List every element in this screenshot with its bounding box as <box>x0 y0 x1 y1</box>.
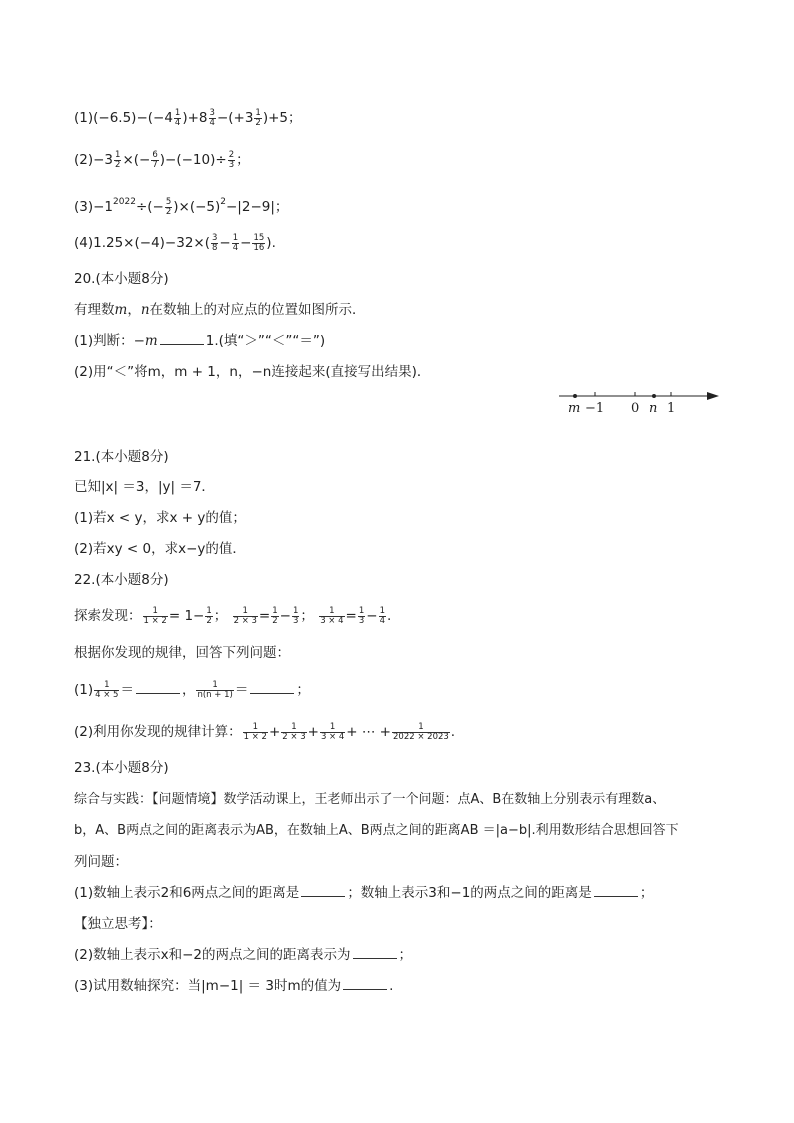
p21-q1: (1)若x < y，求x + y的值； <box>74 510 246 526</box>
fraction: $\frac{1}{3}$ <box>358 605 365 626</box>
p22-explore: 探索发现： $\frac{1}{1 \times 2}$ = 1− $\frac{1}{2}$ ； $\frac{1}{2 \times 3}$ = $\frac{1}{2}$ − $\frac{1}{3}$ ； $\frac{1}{3 \times 4}$ = $\frac{1}{3}$ − $\frac{1}{4}$ . <box>74 605 392 626</box>
fraction: $\frac{2}{3}$ <box>228 149 235 170</box>
p23-think: 【独立思考】： <box>74 916 162 932</box>
point-m <box>573 394 577 398</box>
fraction: $\frac{5}{2}$ <box>165 196 172 217</box>
p23-q3: (3)试用数轴探究：当|m−1| ＝ 3时m的值为 . <box>74 978 394 994</box>
p22-q1: (1) $\frac{1}{4 \times 5}$ ＝ ， $\frac{1}{n(n + 1)}$ ＝ ； <box>74 679 310 700</box>
answer-blank <box>343 977 387 990</box>
fraction: $\frac{6}{7}$ <box>152 149 158 170</box>
label-1: 1 <box>667 401 676 416</box>
p23-q2: (2)数轴上表示x和−2的两点之间的距离表示为 ； <box>74 947 413 963</box>
label-0: 0 <box>631 401 640 416</box>
p23-header: 23.(本小题8分) <box>74 760 169 776</box>
answer-blank <box>353 946 397 959</box>
p21-given: 已知|x| ＝3，|y| ＝7． <box>74 479 215 495</box>
label-m: m <box>568 401 581 416</box>
fraction: $\frac{15}{16}$ <box>253 232 265 253</box>
label-n: n <box>649 401 658 416</box>
label-neg1: −1 <box>585 401 605 416</box>
fraction: $\frac{1}{3 \times 4}$ <box>320 605 344 626</box>
answer-blank <box>160 332 204 345</box>
fraction: $\frac{1}{4}$ <box>379 605 385 626</box>
p21-q2: (2)若xy < 0，求x−y的值． <box>74 541 246 557</box>
p23-q1: (1)数轴上表示2和6两点之间的距离是 ；数轴上表示3和−1的两点之间的距离是 ； <box>74 885 654 901</box>
p20-intro: 有理数m，n在数轴上的对应点的位置如图所示． <box>74 302 366 318</box>
answer-blank <box>594 884 638 897</box>
point-n <box>652 394 656 398</box>
fraction: $\frac{3}{8}$ <box>212 232 218 253</box>
number-line <box>555 384 730 416</box>
answer-blank <box>136 681 180 694</box>
fraction: $\frac{1}{2}$ <box>272 605 278 626</box>
p22-instruction: 根据你发现的规律，回答下列问题： <box>74 645 290 661</box>
p20-q1: (1)判断：−m 1.(填“＞”“＜”“＝”) <box>74 333 326 349</box>
fraction: $\frac{1}{2}$ <box>115 149 121 170</box>
fraction: $\frac{1}{4 \times 5}$ <box>95 679 119 700</box>
answer-blank <box>250 681 294 694</box>
answer-blank <box>301 884 345 897</box>
fraction: $\frac{1}{4}$ <box>232 232 239 253</box>
p20-header: 20.(本小题8分) <box>74 271 169 287</box>
p19-item4: (4)1.25×(−4)−32×( $\frac{3}{8}$ − $\frac{1}{4}$ − $\frac{15}{16}$ ). <box>74 232 276 253</box>
p20-q2: (2)用“＜”将m，m + 1，n，−n连接起来(直接写出结果)． <box>74 364 431 380</box>
fraction: $\frac{1}{n(n + 1)}$ <box>197 679 233 700</box>
fraction: $\frac{1}{2}$ <box>255 107 261 128</box>
fraction: $\frac{1}{3}$ <box>292 605 299 626</box>
fraction: $\frac{3}{4}$ <box>209 107 215 128</box>
fraction: $\frac{1}{1 \times 2}$ <box>243 721 267 742</box>
fraction: $\frac{1}{3 \times 4}$ <box>320 721 345 742</box>
p21-header: 21.(本小题8分) <box>74 449 169 465</box>
fraction: $\frac{1}{2 \times 3}$ <box>282 721 306 742</box>
fraction: $\frac{1}{1 \times 2}$ <box>143 605 167 626</box>
fraction: $\frac{1}{4}$ <box>174 107 181 128</box>
fraction: $\frac{1}{2}$ <box>206 605 212 626</box>
p19-item1: (1)(−6.5)−(−4 $\frac{1}{4}$ )+8 $\frac{3}{4}$ −(+3 $\frac{1}{2}$ )+5； <box>74 107 302 128</box>
p23-line3: 列问题： <box>74 854 128 870</box>
p22-header: 22.(本小题8分) <box>74 572 169 588</box>
p23-line1: 综合与实践：【问题情境】数学活动课上，王老师出示了一个问题：点A、B在数轴上分别表示有理数a、 <box>74 792 666 807</box>
p22-q2: (2)利用你发现的规律计算： $\frac{1}{1 \times 2}$ + $\frac{1}{2 \times 3}$ + $\frac{1}{3 \times 4}$ + ⋯ + $\frac{1}{2022 \times 2023}$ . <box>74 721 456 742</box>
fraction: $\frac{1}{2 \times 3}$ <box>233 605 257 626</box>
fraction: $\frac{1}{2022 \times 2023}$ <box>393 721 449 742</box>
p19-item3: $(3)-1^{2022}\div(-$ $\frac{5}{2}$ )$\times(-5)^2-|2-9|$； <box>74 196 289 217</box>
p23-line2: b，A、B两点之间的距离表示为AB，在数轴上A、B两点之间的距离AB ＝|a−b|.利用数形结合思想回答下 <box>74 823 679 838</box>
p19-item2: (2)−3 $\frac{1}{2}$ ×(− $\frac{6}{7}$ )−(−10)÷ $\frac{2}{3}$ ； <box>74 149 250 170</box>
